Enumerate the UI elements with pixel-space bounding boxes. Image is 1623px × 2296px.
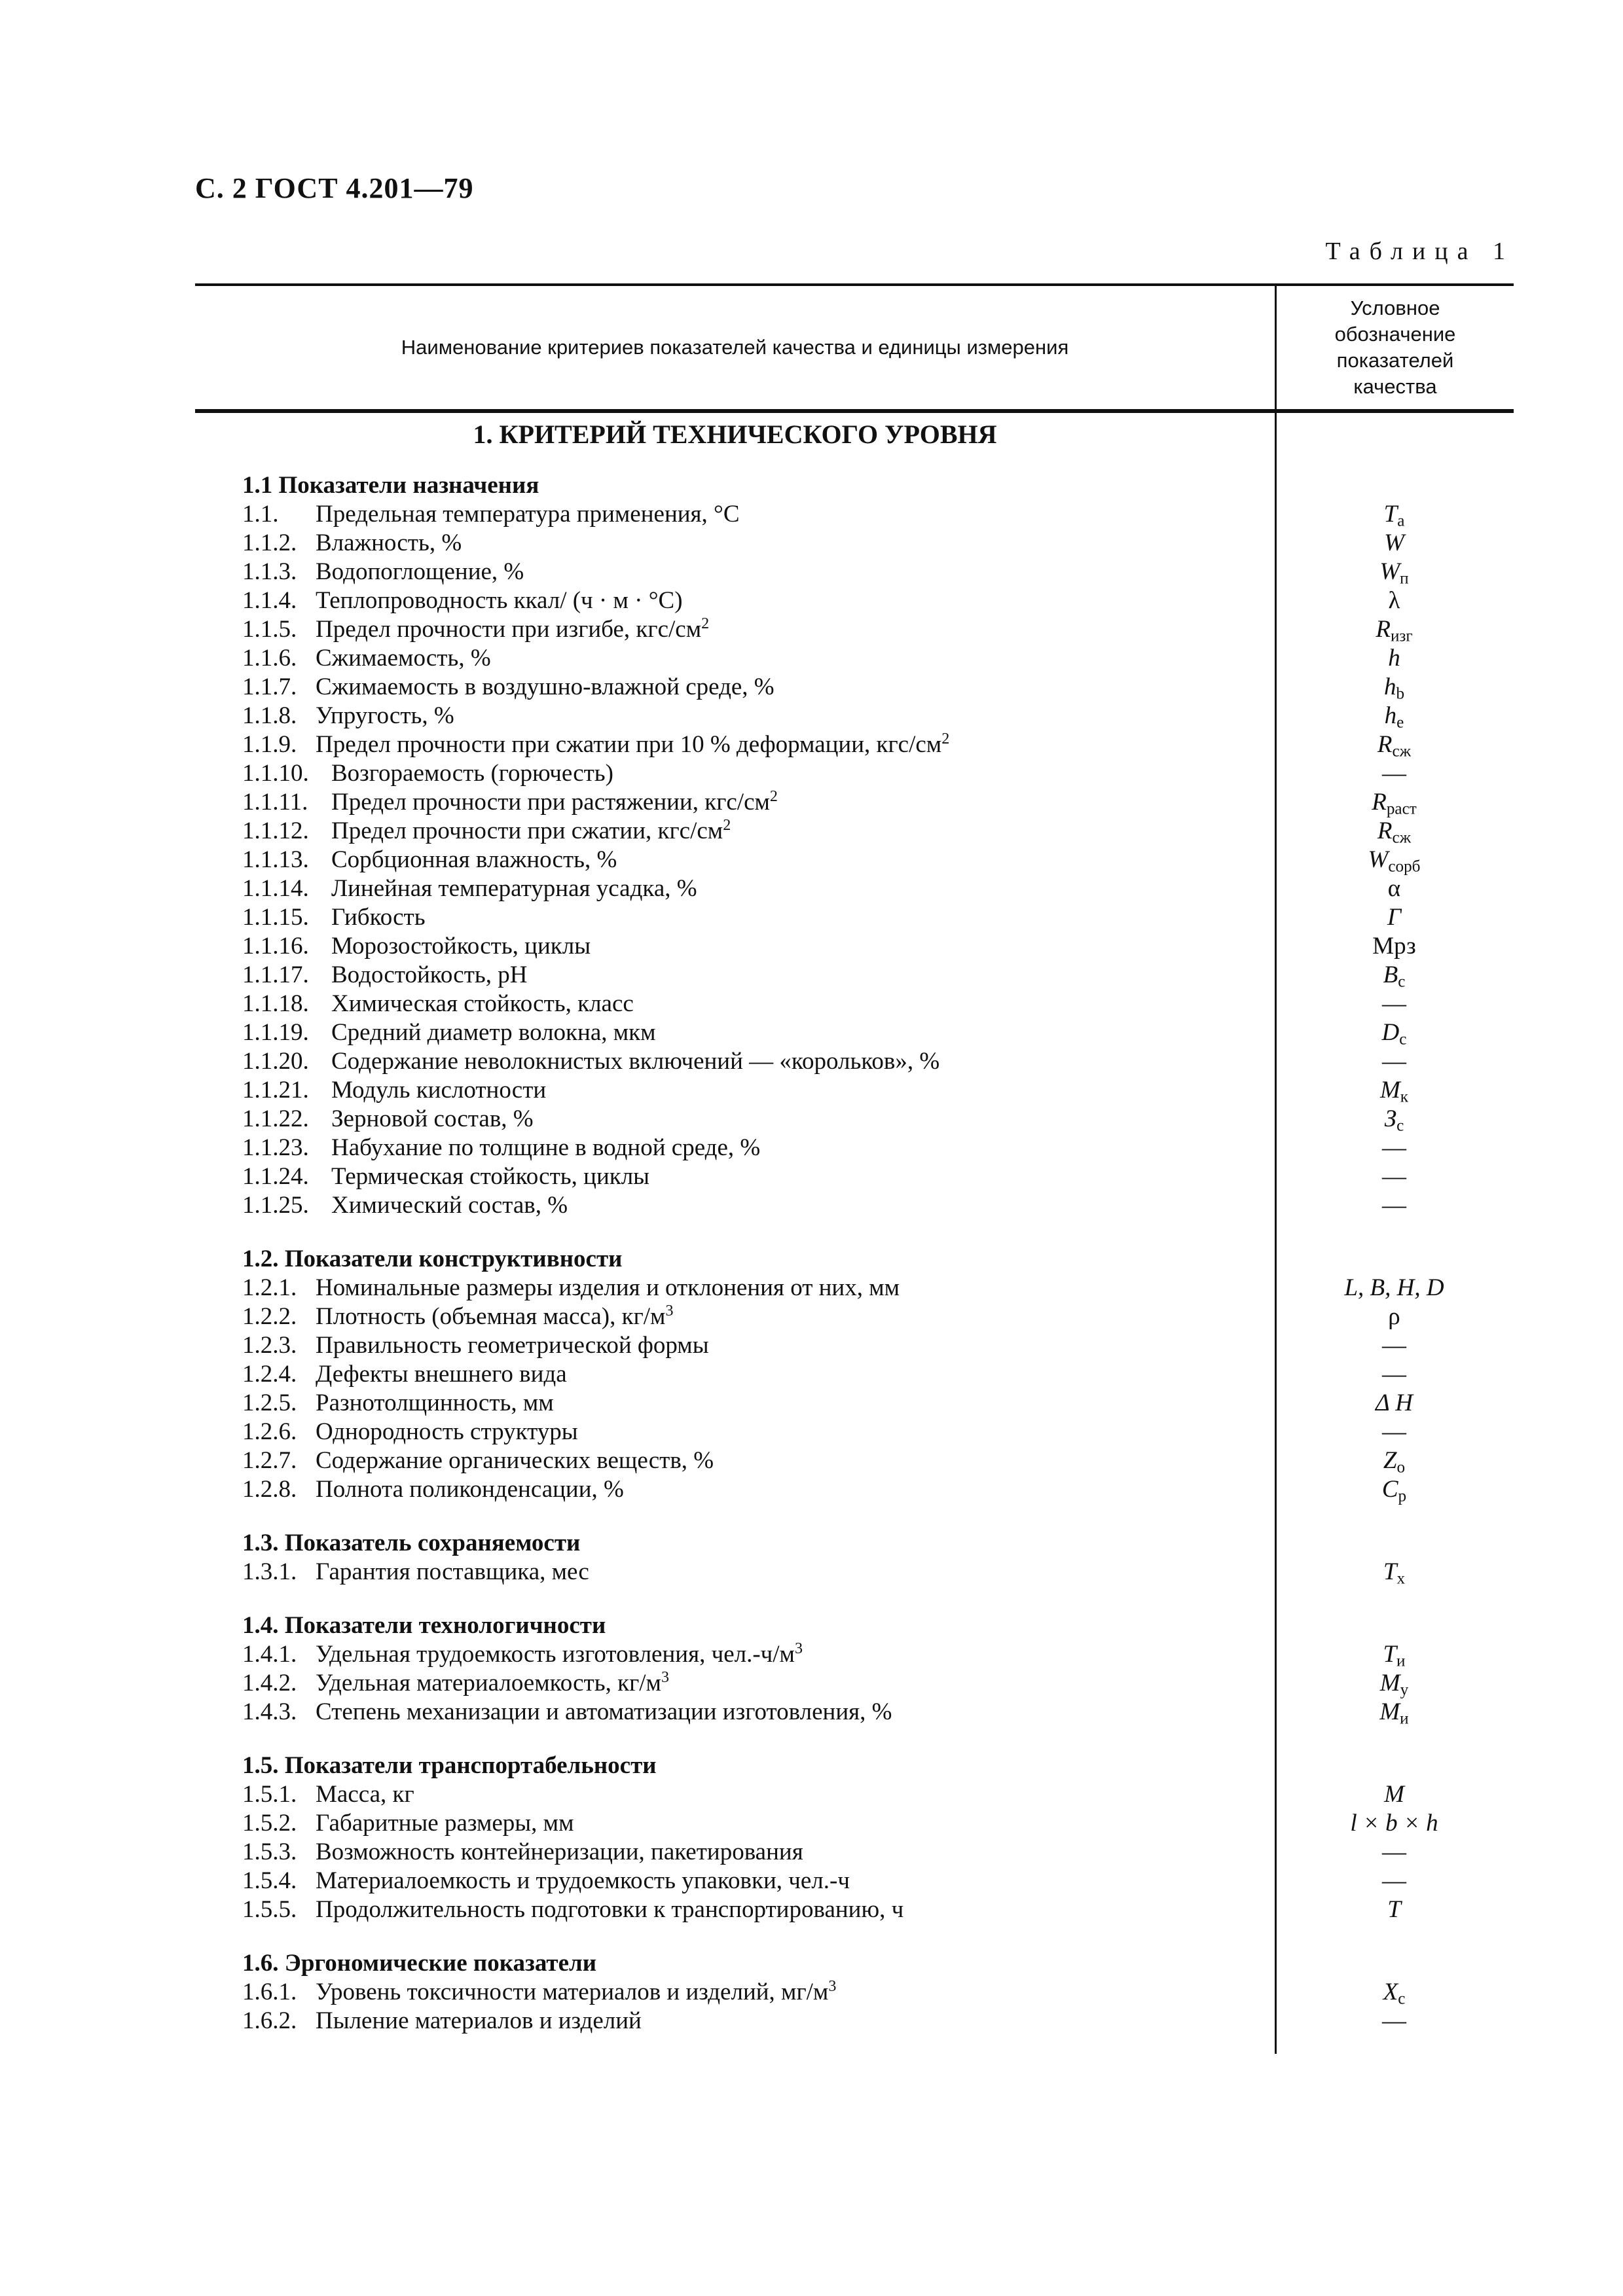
column-header-symbol-line: Условное <box>1350 296 1440 319</box>
row-number: 1.1.4. <box>242 587 297 614</box>
row-symbol: — <box>1382 1361 1406 1388</box>
row-symbol: — <box>1382 1839 1406 1865</box>
section-title <box>242 1949 1514 1978</box>
table-row <box>242 2007 1514 2036</box>
table-row <box>242 1274 1514 1302</box>
row-number: 1.6.1. <box>242 1979 297 2005</box>
row-number: 1.5.2. <box>242 1810 297 1837</box>
row-name: Продолжительность подготовки к транспортированию, ч <box>316 1896 904 1923</box>
row-symbol: $h_b$ <box>1383 673 1405 703</box>
table-row <box>242 673 1514 702</box>
row-number: 1.4.1. <box>242 1641 297 1668</box>
table-row <box>242 1867 1514 1895</box>
row-symbol: $W_п$ <box>1379 558 1409 588</box>
row-name: Предел прочности при изгибе, кгс/$см^2$ <box>316 615 710 643</box>
row-name: Сорбционная влажность, % <box>331 846 617 873</box>
table-row <box>242 1698 1514 1727</box>
symbol-subscript: сорб <box>1388 857 1421 876</box>
row-symbol: $h_е$ <box>1384 702 1404 732</box>
row-symbol: Г <box>1387 904 1402 931</box>
table-section <box>242 1529 1514 1587</box>
symbol-subscript: с <box>1396 1117 1404 1135</box>
column-header-symbol <box>1277 286 1514 409</box>
row-name: Номинальные размеры изделия и отклонения от них, мм <box>316 1274 900 1301</box>
symbol-subscript: и <box>1396 1652 1406 1670</box>
row-symbol: — <box>1382 760 1406 787</box>
row-symbol: h <box>1388 645 1400 672</box>
table-section <box>242 1949 1514 2036</box>
row-symbol: M <box>1384 1781 1404 1808</box>
table-row <box>242 1331 1514 1360</box>
table-row <box>242 1360 1514 1389</box>
table-row <box>242 615 1514 644</box>
symbol-subscript: х <box>1396 1570 1406 1588</box>
row-number: 1.1.25. <box>242 1192 309 1219</box>
unit-exponent: 3 <box>794 1640 803 1657</box>
row-symbol: — <box>1382 1048 1406 1075</box>
page-header: С. 2 ГОСТ 4.201—79 <box>195 172 474 204</box>
row-name: Влажность, % <box>316 529 462 556</box>
symbol-subscript: сж <box>1392 742 1412 761</box>
column-header-symbol-line: показателей <box>1336 349 1454 372</box>
section-title <box>242 1611 1514 1640</box>
row-name: Пыление материалов и изделий <box>316 2007 642 2034</box>
row-name: Предел прочности при растяжении, кгс/$см^2$ <box>331 787 778 816</box>
table-row <box>242 1134 1514 1162</box>
row-symbol: Мрз <box>1372 933 1416 960</box>
section-title-text: 1.3. Показатель сохраняемости <box>242 1530 581 1556</box>
row-number: 1.1.3. <box>242 558 297 585</box>
row-symbol: $З_с$ <box>1384 1105 1404 1135</box>
table-row <box>242 702 1514 730</box>
column-header-symbol-line: обозначение <box>1334 323 1456 346</box>
table-row <box>242 1780 1514 1809</box>
symbol-subscript: с <box>1398 1990 1406 2008</box>
row-number: 1.1.20. <box>242 1048 309 1075</box>
row-symbol: — <box>1382 1418 1406 1445</box>
table-header-rule <box>195 409 1514 413</box>
table-row <box>242 529 1514 558</box>
row-name: Содержание органических веществ, % <box>316 1447 714 1474</box>
symbol-subscript: с <box>1398 973 1406 991</box>
row-name: Водостойкость, рН <box>331 961 528 988</box>
row-number: 1.1.24. <box>242 1163 309 1190</box>
table-row <box>242 500 1514 529</box>
section-title-text: 1.6. Эргономические показатели <box>242 1950 597 1977</box>
row-number: 1.5.5. <box>242 1896 297 1923</box>
row-symbol: $D_с$ <box>1381 1019 1407 1049</box>
row-name: Линейная температурная усадка, % <box>331 875 697 902</box>
row-symbol: — <box>1382 1192 1406 1219</box>
row-symbol: — <box>1382 1163 1406 1190</box>
row-symbol: l × b × h <box>1350 1810 1438 1837</box>
row-name: Зерновой состав, % <box>331 1105 534 1132</box>
row-number: 1.1.2. <box>242 529 297 556</box>
row-symbol: $R_{раст}$ <box>1372 789 1417 818</box>
table-row <box>242 1895 1514 1924</box>
table-row <box>242 1191 1514 1220</box>
row-name: Габаритные размеры, мм <box>316 1810 574 1837</box>
row-number: 1.1.16. <box>242 933 309 960</box>
table-section <box>242 1245 1514 1504</box>
row-symbol: $B_с$ <box>1383 961 1406 991</box>
table-row <box>242 644 1514 673</box>
symbol-subscript: к <box>1400 1088 1409 1106</box>
row-number: 1.1.11. <box>242 789 308 816</box>
symbol-subscript: е <box>1396 713 1404 732</box>
row-name: Возможность контейнеризации, пакетирования <box>316 1839 803 1865</box>
row-number: 1.1.12. <box>242 817 309 844</box>
unit-exponent: 3 <box>661 1668 669 1686</box>
row-name: Возгораемость (горючесть) <box>331 760 613 787</box>
symbol-subscript: раст <box>1386 800 1417 818</box>
symbol-subscript: сж <box>1392 829 1412 847</box>
row-name: Материалоемкость и трудоемкость упаковки, чел.-ч <box>316 1867 850 1894</box>
row-number: 1.5.1. <box>242 1781 297 1808</box>
row-symbol: $M_и$ <box>1379 1698 1409 1728</box>
table-row <box>242 903 1514 932</box>
row-name: Разнотолщинность, мм <box>316 1390 554 1416</box>
row-symbol: Δ H <box>1375 1390 1413 1416</box>
symbol-subscript: а <box>1397 512 1405 530</box>
row-number: 1.1. <box>242 501 279 528</box>
row-name: Водопоглощение, % <box>316 558 524 585</box>
row-symbol: $R_{изг}$ <box>1376 616 1413 645</box>
row-name: Набухание по толщине в водной среде, % <box>331 1134 761 1161</box>
table-row <box>242 788 1514 817</box>
section-title <box>242 1529 1514 1558</box>
table-row <box>242 1978 1514 2007</box>
row-number: 1.1.13. <box>242 846 309 873</box>
row-number: 1.1.10. <box>242 760 309 787</box>
section-title-text: 1.4. Показатели технологичности <box>242 1612 606 1639</box>
unit-exponent: 2 <box>941 730 950 747</box>
row-name: Уровень токсичности материалов и изделий, $мг/м^3$ <box>316 1977 837 2005</box>
row-number: 1.2.5. <box>242 1390 297 1416</box>
row-number: 1.4.3. <box>242 1698 297 1725</box>
table-row <box>242 1302 1514 1331</box>
row-symbol: ρ <box>1388 1303 1400 1330</box>
row-number: 1.2.7. <box>242 1447 297 1474</box>
table-row <box>242 990 1514 1018</box>
row-number: 1.2.6. <box>242 1418 297 1445</box>
row-number: 1.3.1. <box>242 1558 297 1585</box>
row-name: Гибкость <box>331 904 426 931</box>
row-number: 1.1.23. <box>242 1134 309 1161</box>
row-number: 1.4.2. <box>242 1670 297 1696</box>
row-number: 1.6.2. <box>242 2007 297 2034</box>
symbol-subscript: п <box>1400 569 1409 588</box>
table-row <box>242 558 1514 586</box>
table-row <box>242 961 1514 990</box>
row-number: 1.1.18. <box>242 990 309 1017</box>
row-symbol: λ <box>1388 587 1400 614</box>
table-row <box>242 1047 1514 1076</box>
row-name: Средний диаметр волокна, мкм <box>331 1019 656 1046</box>
row-name: Термическая стойкость, циклы <box>331 1163 650 1190</box>
row-number: 1.1.22. <box>242 1105 309 1132</box>
table-row <box>242 1809 1514 1838</box>
row-name: Морозостойкость, циклы <box>331 933 591 960</box>
row-number: 1.1.7. <box>242 673 297 700</box>
table-row <box>242 1640 1514 1669</box>
symbol-subscript: о <box>1396 1458 1406 1477</box>
row-symbol: $T_х$ <box>1383 1558 1406 1588</box>
row-name: Химический состав, % <box>331 1192 568 1219</box>
row-name: Предел прочности при сжатии при 10 % деформации, кгс/$см^2$ <box>316 730 950 758</box>
table-row <box>242 932 1514 961</box>
row-name: Дефекты внешнего вида <box>316 1361 567 1388</box>
table-row <box>242 1838 1514 1867</box>
row-name: Модуль кислотности <box>331 1077 547 1103</box>
table-row <box>242 1475 1514 1504</box>
section-title <box>242 471 1514 500</box>
row-name: Сжимаемость, % <box>316 645 491 672</box>
row-number: 1.1.6. <box>242 645 297 672</box>
table-section <box>242 1751 1514 1924</box>
row-number: 1.1.17. <box>242 961 309 988</box>
row-name: Теплопроводность ккал/ (ч · м · °С) <box>316 587 683 614</box>
row-name: Однородность структуры <box>316 1418 578 1445</box>
row-name: Предельная температура применения, °С <box>316 501 740 528</box>
table-row <box>242 1446 1514 1475</box>
table-row <box>242 586 1514 615</box>
row-name: Масса, кг <box>316 1781 414 1808</box>
row-symbol: W <box>1384 529 1404 556</box>
row-number: 1.1.8. <box>242 702 297 729</box>
row-name: Упругость, % <box>316 702 454 729</box>
unit-exponent: 2 <box>701 615 710 632</box>
table-row <box>242 1669 1514 1698</box>
table-body <box>242 471 1514 2060</box>
section-title-text: 1.5. Показатели транспортабельности <box>242 1752 657 1779</box>
symbol-subscript: изг <box>1390 627 1413 645</box>
table-row <box>242 1389 1514 1418</box>
table-row <box>242 846 1514 874</box>
row-symbol: $X_с$ <box>1383 1979 1406 2008</box>
row-name: Степень механизации и автоматизации изготовления, % <box>316 1698 892 1725</box>
section-title-text: 1.1 Показатели назначения <box>242 472 539 499</box>
row-symbol: $T_и$ <box>1383 1641 1406 1670</box>
row-name: Сжимаемость в воздушно-влажной среде, % <box>316 673 775 700</box>
row-number: 1.1.5. <box>242 616 297 643</box>
row-name: Предел прочности при сжатии, кгс/$см^2$ <box>331 816 731 844</box>
row-symbol: T <box>1387 1896 1401 1923</box>
symbol-subscript: с <box>1399 1030 1407 1049</box>
unit-exponent: 3 <box>828 1977 837 1995</box>
row-number: 1.1.19. <box>242 1019 309 1046</box>
row-name: Плотность (объемная масса), $кг/м^3$ <box>316 1302 674 1330</box>
row-name: Правильность геометрической формы <box>316 1332 709 1359</box>
table-row <box>242 874 1514 903</box>
column-header-name: Наименование критериев показателей качества и единицы измерения <box>401 336 1069 359</box>
row-number: 1.2.2. <box>242 1303 297 1330</box>
row-number: 1.1.15. <box>242 904 309 931</box>
row-number: 1.5.3. <box>242 1839 297 1865</box>
symbol-subscript: у <box>1400 1681 1409 1699</box>
unit-exponent: 2 <box>769 787 778 805</box>
row-symbol: $C_р$ <box>1381 1476 1407 1505</box>
row-name: Удельная трудоемкость изготовления, $чел.-ч/м^3$ <box>316 1640 803 1668</box>
row-name: Гарантия поставщика, мес <box>316 1558 589 1585</box>
row-symbol: $Z_о$ <box>1383 1447 1406 1477</box>
row-symbol: $R_{сж}$ <box>1377 731 1412 761</box>
row-symbol: L, B, H, D <box>1344 1274 1444 1301</box>
criterion-title: 1. КРИТЕРИЙ ТЕХНИЧЕСКОГО УРОВНЯ <box>473 420 997 449</box>
row-number: 1.1.9. <box>242 731 297 758</box>
row-number: 1.2.1. <box>242 1274 297 1301</box>
table-row <box>242 730 1514 759</box>
row-name: Удельная материалоемкость, $кг/м^3$ <box>316 1668 669 1696</box>
row-symbol: — <box>1382 1332 1406 1359</box>
row-symbol: — <box>1382 990 1406 1017</box>
row-name: Полнота поликонденсации, % <box>316 1476 624 1503</box>
row-symbol: $M_к$ <box>1379 1077 1409 1106</box>
row-number: 1.2.3. <box>242 1332 297 1359</box>
table-row <box>242 1018 1514 1047</box>
row-symbol: α <box>1387 875 1401 902</box>
unit-exponent: 3 <box>665 1302 674 1319</box>
row-name: Химическая стойкость, класс <box>331 990 634 1017</box>
symbol-subscript: р <box>1398 1487 1407 1505</box>
row-symbol: $R_{сж}$ <box>1377 817 1412 847</box>
row-symbol: — <box>1382 2007 1406 2034</box>
row-symbol: $M_у$ <box>1379 1670 1409 1699</box>
row-number: 1.2.4. <box>242 1361 297 1388</box>
column-header-symbol-line: качества <box>1353 375 1437 398</box>
unit-exponent: 2 <box>723 816 731 834</box>
row-symbol: — <box>1382 1867 1406 1894</box>
table-row <box>242 1076 1514 1105</box>
table-row <box>242 1105 1514 1134</box>
symbol-subscript: и <box>1400 1710 1409 1728</box>
row-symbol: $T_а$ <box>1383 501 1405 530</box>
table-row <box>242 1558 1514 1587</box>
section-title <box>242 1245 1514 1274</box>
row-symbol: — <box>1382 1134 1406 1161</box>
row-number: 1.2.8. <box>242 1476 297 1503</box>
section-title-text: 1.2. Показатели конструктивности <box>242 1246 623 1272</box>
row-number: 1.1.21. <box>242 1077 309 1103</box>
row-name: Содержание неволокнистых включений — «корольков», % <box>331 1048 940 1075</box>
table-section <box>242 471 1514 1220</box>
table-row <box>242 759 1514 788</box>
table-section <box>242 1611 1514 1727</box>
table-row <box>242 1418 1514 1446</box>
table-caption: Таблица 1 <box>1325 238 1514 265</box>
row-number: 1.5.4. <box>242 1867 297 1894</box>
symbol-subscript: b <box>1396 685 1405 703</box>
row-symbol: $W_{сорб}$ <box>1368 846 1421 876</box>
section-title <box>242 1751 1514 1780</box>
table-row <box>242 1162 1514 1191</box>
table-row <box>242 817 1514 846</box>
row-number: 1.1.14. <box>242 875 309 902</box>
